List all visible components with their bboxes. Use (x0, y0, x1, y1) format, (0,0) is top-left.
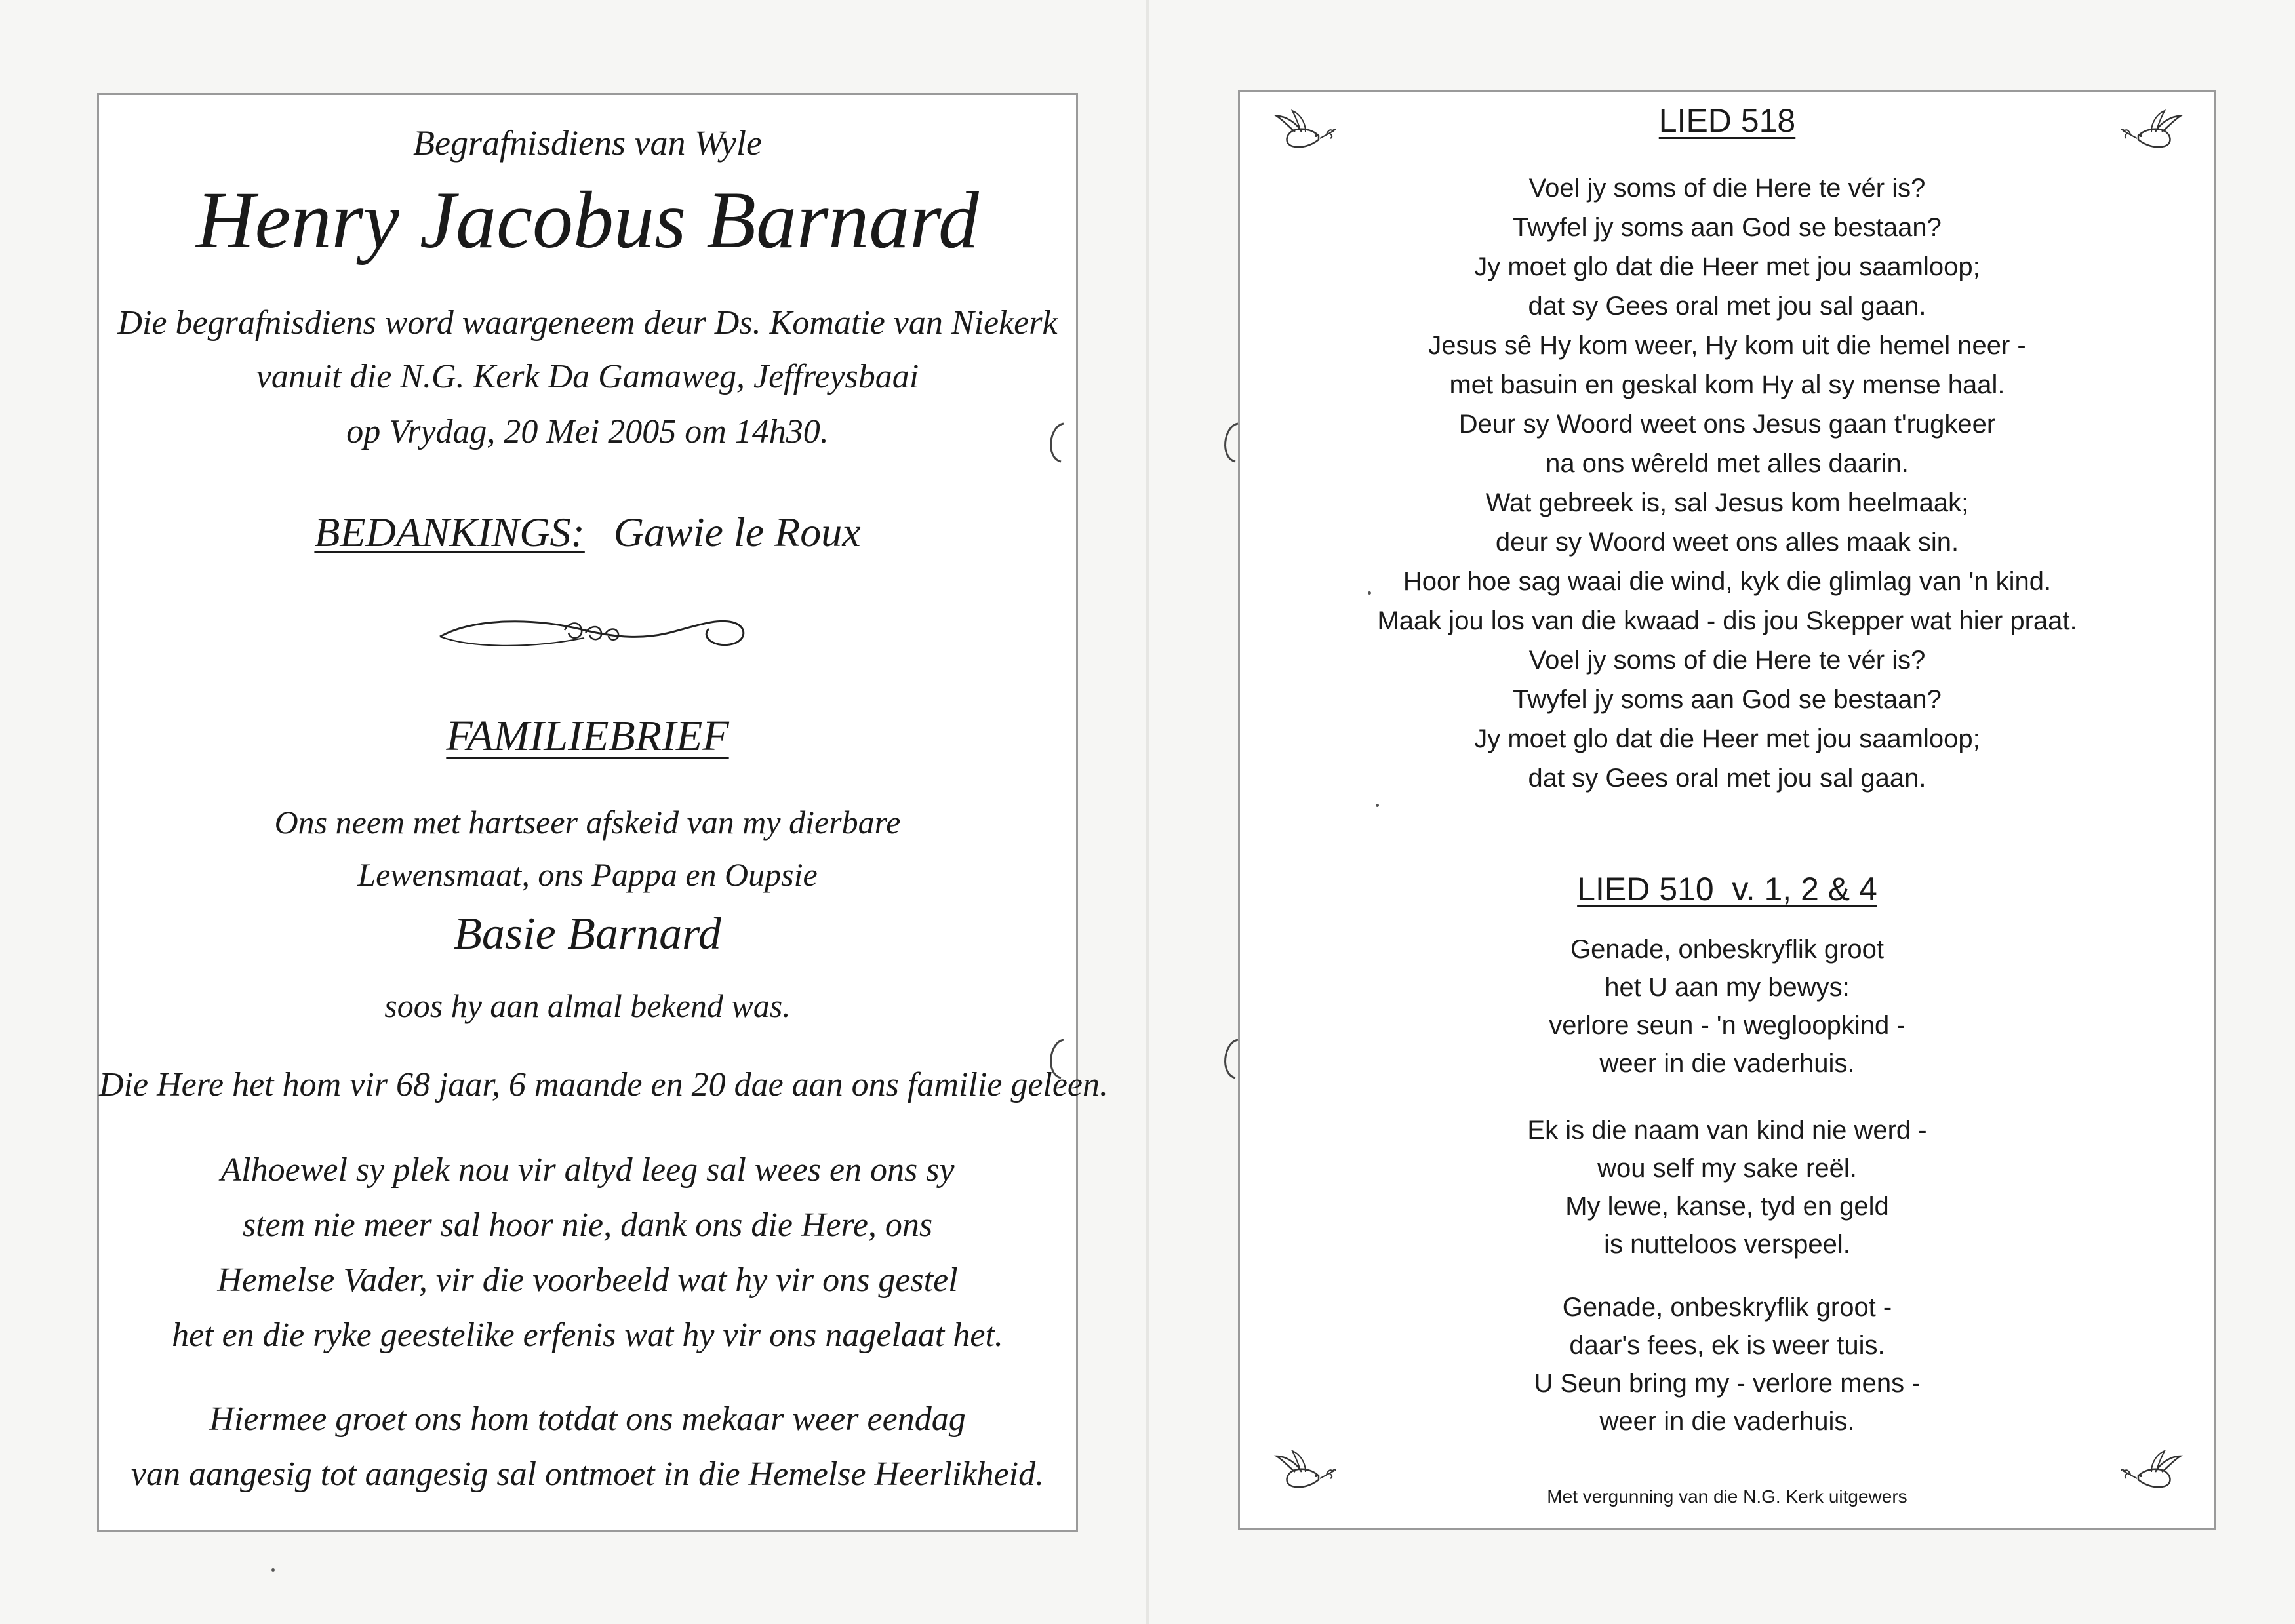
thanks-row (99, 508, 1076, 557)
verse-line: verlore seun - 'n wegloopkind - (1549, 1011, 1906, 1040)
tribute-line: het en die ryke geestelike erfenis wat hy vir ons nagelaat het. (172, 1317, 1003, 1354)
years-line: Die Here het hom vir 68 jaar, 6 maande en 20 dae aan ons familie geleen. (99, 1066, 1109, 1103)
verse-line: Hoor hoe sag waai die wind, kyk die glimlag van 'n kind. (1403, 567, 2052, 596)
punch-hole-icon (1041, 420, 1070, 465)
permission-note: Met vergunning van die N.G. Kerk uitgewers (1547, 1486, 1907, 1507)
verse-line: Jesus sê Hy kom weer, Hy kom uit die hemel neer - (1428, 331, 2026, 360)
verse-line: daar's fees, ek is weer tuis. (1569, 1331, 1885, 1360)
hymn-510-stanza (1240, 930, 2214, 1082)
verse-line: Twyfel jy soms aan God se bestaan? (1513, 213, 1942, 242)
service-line: Die begrafnisdiens word waargeneem deur Ds. Komatie van Niekerk (117, 304, 1058, 342)
verse-line: Voel jy soms of die Here te vér is? (1528, 174, 1926, 203)
verse-line: wou self my sake reël. (1597, 1154, 1857, 1183)
verse-line: Deur sy Woord weet ons Jesus gaan t'rugkeer (1458, 410, 1996, 439)
verse-line: Jy moet glo dat die Heer met jou saamloop; (1474, 724, 1980, 753)
intro-line: Begrafnisdiens van Wyle (413, 123, 762, 163)
service-line: op Vrydag, 20 Mei 2005 om 14h30. (346, 413, 829, 450)
flourish-ornament (433, 599, 748, 664)
farewell-line: van aangesig tot aangesig sal ontmoet in die Hemelse Heerlikheid. (130, 1456, 1045, 1493)
service-line: vanuit die N.G. Kerk Da Gamaweg, Jeffreysbaai (256, 358, 919, 395)
punch-hole-icon (1216, 420, 1245, 465)
punch-hole-icon (1041, 1036, 1070, 1082)
verse-line: Jy moet glo dat die Heer met jou saamloop; (1474, 252, 1980, 281)
thanks-name: Gawie le Roux (613, 509, 861, 555)
memorial-panel (97, 93, 1109, 1532)
farewell-line: Hiermee groet ons hom totdat ons mekaar weer eendag (209, 1400, 966, 1438)
paper-speck (271, 1568, 275, 1572)
verse-line: Maak jou los van die kwaad - dis jou Skepper wat hier praat. (1377, 606, 2077, 635)
hymn-510-stanza (1240, 1111, 2214, 1263)
verse-line: Wat gebreek is, sal Jesus kom heelmaak; (1485, 488, 1969, 517)
paper-speck (1368, 591, 1371, 595)
tribute-line: Alhoewel sy plek nou vir altyd leeg sal wees en ons sy (220, 1151, 955, 1189)
verse-line: dat sy Gees oral met jou sal gaan. (1528, 764, 1926, 793)
verse-line: weer in die vaderhuis. (1599, 1049, 1855, 1078)
verse-line: Genade, onbeskryflik groot - (1562, 1293, 1892, 1322)
verse-line: is nutteloos verspeel. (1604, 1230, 1850, 1259)
verse-line: deur sy Woord weet ons alles maak sin. (1495, 528, 1959, 557)
tribute-line: stem nie meer sal hoor nie, dank ons die Here, ons (242, 1206, 933, 1244)
verse-line: Twyfel jy soms aan God se bestaan? (1513, 685, 1942, 714)
verse-line: U Seun bring my - verlore mens - (1534, 1369, 1921, 1398)
known-as-line: soos hy aan almal bekend was. (384, 987, 791, 1024)
hymn-518-title: LIED 518 (1658, 102, 1796, 139)
hymn-510-stanza (1240, 1288, 2214, 1440)
verse-line: na ons wêreld met alles daarin. (1546, 449, 1909, 478)
deceased-name: Henry Jacobus Barnard (196, 175, 979, 265)
punch-hole-icon (1216, 1036, 1245, 1082)
verse-line: Ek is die naam van kind nie werd - (1527, 1116, 1927, 1145)
nickname: Basie Barnard (454, 909, 721, 959)
family-line: Ons neem met hartseer afskeid van my dierbare (274, 804, 901, 841)
verse-line: Voel jy soms of die Here te vér is? (1528, 646, 1926, 675)
verse-line: My lewe, kanse, tyd en geld (1565, 1192, 1889, 1221)
fold-line (1146, 0, 1149, 1624)
verse-line: Genade, onbeskryflik groot (1570, 935, 1885, 964)
verse-line: dat sy Gees oral met jou sal gaan. (1528, 292, 1926, 321)
family-line: Lewensmaat, ons Pappa en Oupsie (357, 856, 818, 893)
hymn-518-verse (1240, 168, 2214, 798)
paper-speck (1376, 804, 1379, 807)
verse-line: weer in die vaderhuis. (1599, 1407, 1855, 1436)
hymn-510-title: LIED 510 v. 1, 2 & 4 (1577, 871, 1877, 907)
verse-line: het U aan my bewys: (1605, 973, 1850, 1002)
thanks-label: BEDANKINGS: (314, 509, 585, 555)
hymn-panel (1238, 90, 2216, 1530)
family-letter-heading: FAMILIEBRIEF (446, 712, 729, 760)
verse-line: met basuin en geskal kom Hy al sy mense haal. (1449, 370, 2005, 399)
tribute-line: Hemelse Vader, vir die voorbeeld wat hy vir ons gestel (217, 1261, 958, 1299)
